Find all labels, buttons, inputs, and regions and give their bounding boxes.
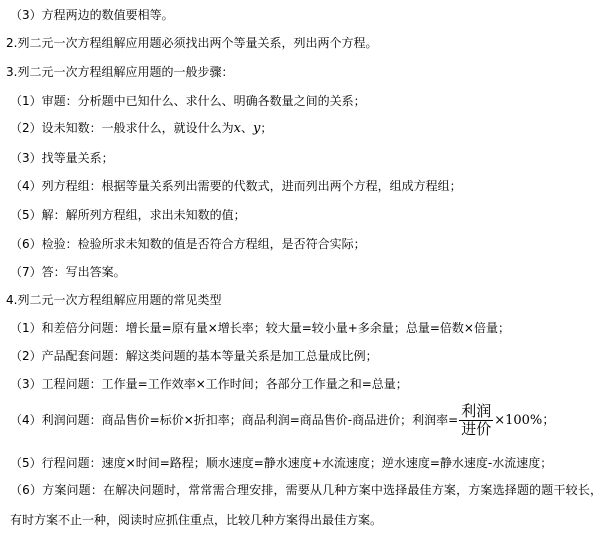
step-7-answer: （7）答：写出答案。 xyxy=(10,265,126,279)
variable-x: x xyxy=(233,121,241,136)
step-3-find-relations: （3）找等量关系； xyxy=(10,151,114,165)
step-4-form-system: （4）列方程组：根据等量关系列出需要的代数式，进而列出两个方程，组成方程组； xyxy=(10,179,462,193)
heading-common-types: 4.列二元一次方程组解应用题的常见类型 xyxy=(6,293,222,307)
type-4-profit-problem xyxy=(10,402,555,439)
fraction-denominator: 进价 xyxy=(461,420,492,438)
text-line-equal-values: （3）方程两边的数值要相等。 xyxy=(10,8,174,22)
step-1-read-problem: （1）审题：分析题中已知什么、求什么、明确各数量之间的关系； xyxy=(10,94,366,108)
step-2-set-unknowns xyxy=(10,120,272,137)
step-5-solve: （5）解：解所列方程组，求出未知数的值； xyxy=(10,208,246,222)
separator: 、 xyxy=(240,121,253,135)
heading-general-steps: 3.列二元一次方程组解应用题的一般步骤： xyxy=(6,65,234,79)
percent-suffix: ×100%； xyxy=(494,413,556,428)
variable-y: y xyxy=(253,121,261,136)
step-2-text: （2）设未知数：一般求什么，就设什么为 xyxy=(10,121,234,135)
heading-two-equations: 2.列二元一次方程组解应用题必须找出两个等量关系，列出两个方程。 xyxy=(6,36,378,50)
type-5-travel-problem: （5）行程问题：速度×时间=路程；顺水速度=静水速度+水流速度；逆水速度=静水速度-水流速度； xyxy=(10,456,553,470)
type-2-product-matching: （2）产品配套问题：解这类问题的基本等量关系是加工总量成比例； xyxy=(10,349,378,363)
type-6-plan-problem: （6）方案问题：在解决问题时，常常需合理安排，需要从几种方案中选择最佳方案，方案选择题的题干较长，有时方案不止一种，阅读时应抓住重点，比较几种方案得出最佳方案。 xyxy=(10,483,602,527)
profit-rate-fraction xyxy=(459,403,493,438)
step-6-check: （6）检验：检验所求未知数的值是否符合方程组，是否符合实际； xyxy=(10,237,366,251)
step-2-end: ； xyxy=(260,121,273,135)
type-3-work-problem: （3）工程问题：工作量=工作效率×工作时间；各部分工作量之和=总量； xyxy=(10,377,408,391)
profit-text: （4）利润问题：商品售价=标价×折扣率；商品利润=商品售价-商品进价；利润率= xyxy=(10,413,459,427)
fraction-numerator: 利润 xyxy=(461,402,492,420)
type-1-sum-difference: （1）和差倍分问题：增长量=原有量×增长率；较大量=较小量+多余量；总量=倍数×倍量； xyxy=(10,321,510,335)
